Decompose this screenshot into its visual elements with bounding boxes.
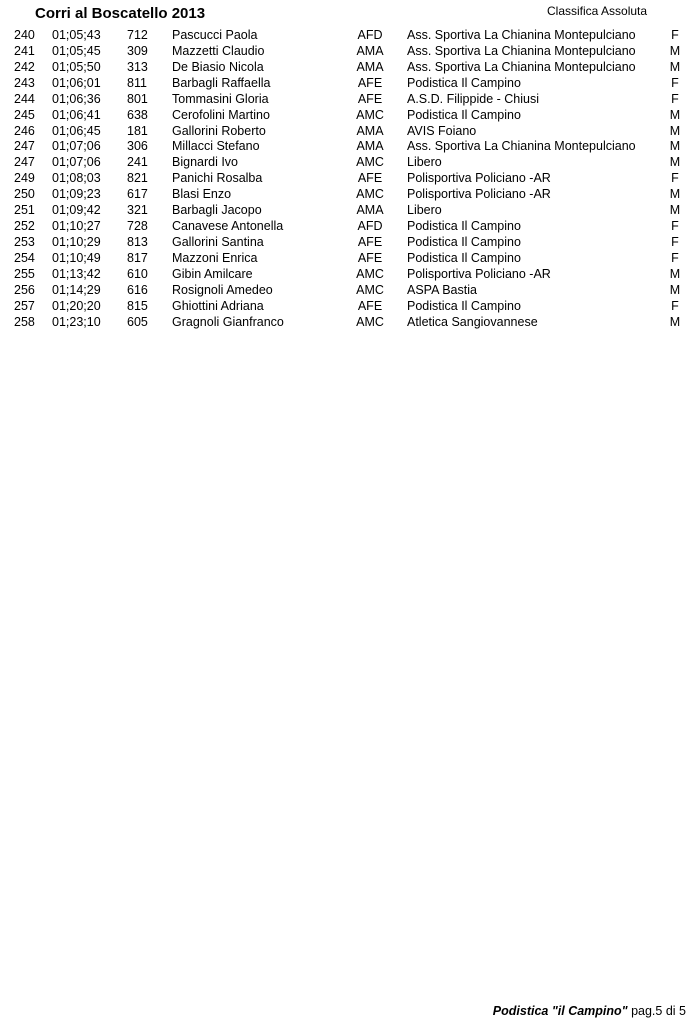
team-cell: Podistica Il Campino <box>407 75 521 90</box>
bib-number-cell: 181 <box>127 123 148 138</box>
time-cell: 01;06;41 <box>52 107 101 122</box>
athlete-name-cell: Gallorini Santina <box>172 234 264 249</box>
table-row <box>0 44 699 60</box>
table-row <box>0 187 699 203</box>
table-row <box>0 155 699 171</box>
category-cell: AMC <box>356 266 384 281</box>
time-cell: 01;06;45 <box>52 123 101 138</box>
category-cell: AFE <box>357 91 383 106</box>
footer-brand: Podistica "il Campino" <box>492 1004 628 1018</box>
team-cell: Podistica Il Campino <box>407 298 521 313</box>
time-cell: 01;05;45 <box>52 43 101 58</box>
gender-cell: F <box>671 298 679 313</box>
category-cell: AMC <box>356 282 384 297</box>
bib-number-cell: 616 <box>127 282 148 297</box>
team-cell: A.S.D. Filippide - Chiusi <box>407 91 539 106</box>
bib-number-cell: 638 <box>127 107 148 122</box>
time-cell: 01;20;20 <box>52 298 101 313</box>
position-cell: 242 <box>14 59 35 74</box>
position-cell: 247 <box>14 155 35 170</box>
team-cell: Polisportiva Policiano -AR <box>407 171 551 186</box>
gender-cell: M <box>669 155 681 170</box>
category-cell: AMA <box>356 139 384 154</box>
bib-number-cell: 605 <box>127 314 148 329</box>
bib-number-cell: 815 <box>127 298 148 313</box>
table-row <box>0 315 699 331</box>
bib-number-cell: 617 <box>127 187 148 202</box>
bib-number-cell: 813 <box>127 234 148 249</box>
team-cell: Podistica Il Campino <box>407 107 521 122</box>
position-cell: 246 <box>14 123 35 138</box>
table-row <box>0 219 699 235</box>
athlete-name-cell: Mazzetti Claudio <box>172 43 265 58</box>
athlete-name-cell: Mazzoni Enrica <box>172 250 258 265</box>
team-cell: AVIS Foiano <box>407 123 477 138</box>
position-cell: 247 <box>14 139 35 154</box>
athlete-name-cell: Tommasini Gloria <box>172 91 269 106</box>
time-cell: 01;05;43 <box>52 28 101 42</box>
team-cell: Podistica Il Campino <box>407 219 521 234</box>
time-cell: 01;10;29 <box>52 234 101 249</box>
bib-number-cell: 313 <box>127 59 148 74</box>
table-row <box>0 203 699 219</box>
bib-number-cell: 241 <box>127 155 148 170</box>
table-row <box>0 235 699 251</box>
time-cell: 01;05;50 <box>52 59 101 74</box>
gender-cell: F <box>671 171 679 186</box>
gender-cell: M <box>669 123 681 138</box>
position-cell: 244 <box>14 91 35 106</box>
category-cell: AMC <box>356 155 384 170</box>
category-cell: AFD <box>357 219 383 234</box>
athlete-name-cell: Pascucci Paola <box>172 28 258 42</box>
team-cell: Ass. Sportiva La Chianina Montepulciano <box>407 28 636 42</box>
category-cell: AFD <box>357 28 383 42</box>
table-row <box>0 76 699 92</box>
results-table <box>0 28 699 331</box>
gender-cell: M <box>669 43 681 58</box>
team-cell: Libero <box>407 155 442 170</box>
time-cell: 01;10;27 <box>52 219 101 234</box>
gender-cell: F <box>671 28 679 42</box>
table-row <box>0 267 699 283</box>
team-cell: Podistica Il Campino <box>407 234 521 249</box>
time-cell: 01;07;06 <box>52 139 101 154</box>
athlete-name-cell: Blasi Enzo <box>172 187 232 202</box>
gender-cell: M <box>669 59 681 74</box>
position-cell: 254 <box>14 250 35 265</box>
team-cell: Ass. Sportiva La Chianina Montepulciano <box>407 43 636 58</box>
team-cell: Polisportiva Policiano -AR <box>407 187 551 202</box>
page-title: Corri al Boscatello 2013 <box>35 5 206 22</box>
gender-cell: M <box>669 139 681 154</box>
athlete-name-cell: Gragnoli Gianfranco <box>172 314 284 329</box>
position-cell: 255 <box>14 266 35 281</box>
category-cell: AMC <box>356 314 384 329</box>
position-cell: 257 <box>14 298 35 313</box>
athlete-name-cell: De Biasio Nicola <box>172 59 264 74</box>
athlete-name-cell: Barbagli Jacopo <box>172 203 262 218</box>
gender-cell: F <box>671 75 679 90</box>
position-cell: 256 <box>14 282 35 297</box>
position-cell: 252 <box>14 219 35 234</box>
time-cell: 01;07;06 <box>52 155 101 170</box>
time-cell: 01;09;42 <box>52 203 101 218</box>
category-cell: AMC <box>356 107 384 122</box>
athlete-name-cell: Bignardi Ivo <box>172 155 239 170</box>
table-row <box>0 28 699 44</box>
position-cell: 241 <box>14 43 35 58</box>
table-row <box>0 60 699 76</box>
team-cell: Polisportiva Policiano -AR <box>407 266 551 281</box>
gender-cell: M <box>669 107 681 122</box>
athlete-name-cell: Panichi Rosalba <box>172 171 263 186</box>
gender-cell: F <box>671 234 679 249</box>
athlete-name-cell: Ghiottini Adriana <box>172 298 264 313</box>
gender-cell: F <box>671 91 679 106</box>
position-cell: 245 <box>14 107 35 122</box>
table-row <box>0 171 699 187</box>
bib-number-cell: 728 <box>127 219 148 234</box>
category-cell: AFE <box>357 250 383 265</box>
position-cell: 251 <box>14 203 35 218</box>
team-cell: ASPA Bastia <box>407 282 477 297</box>
bib-number-cell: 712 <box>127 28 148 42</box>
bib-number-cell: 811 <box>127 75 147 90</box>
gender-cell: F <box>671 250 679 265</box>
time-cell: 01;23;10 <box>52 314 101 329</box>
category-cell: AFE <box>357 75 383 90</box>
bib-number-cell: 321 <box>127 203 148 218</box>
category-cell: AMA <box>356 43 384 58</box>
page-subtitle: Classifica Assoluta <box>547 4 648 18</box>
team-cell: Podistica Il Campino <box>407 250 521 265</box>
category-cell: AFE <box>357 171 383 186</box>
table-row <box>0 108 699 124</box>
page-footer <box>493 1004 686 1018</box>
time-cell: 01;13;42 <box>52 266 101 281</box>
gender-cell: F <box>671 219 679 234</box>
athlete-name-cell: Gallorini Roberto <box>172 123 266 138</box>
position-cell: 240 <box>14 28 35 42</box>
table-row <box>0 251 699 267</box>
position-cell: 253 <box>14 234 35 249</box>
position-cell: 250 <box>14 187 35 202</box>
table-row <box>0 124 699 140</box>
team-cell: Libero <box>407 203 442 218</box>
category-cell: AMA <box>356 123 384 138</box>
athlete-name-cell: Gibin Amilcare <box>172 266 253 281</box>
category-cell: AMC <box>356 187 384 202</box>
athlete-name-cell: Barbagli Raffaella <box>172 75 271 90</box>
category-cell: AMA <box>356 203 384 218</box>
time-cell: 01;09;23 <box>52 187 101 202</box>
table-row <box>0 283 699 299</box>
gender-cell: M <box>669 203 681 218</box>
athlete-name-cell: Millacci Stefano <box>172 139 260 154</box>
team-cell: Atletica Sangiovannese <box>407 314 538 329</box>
team-cell: Ass. Sportiva La Chianina Montepulciano <box>407 139 636 154</box>
time-cell: 01;14;29 <box>52 282 101 297</box>
time-cell: 01;06;36 <box>52 91 101 106</box>
position-cell: 243 <box>14 75 35 90</box>
category-cell: AFE <box>357 234 383 249</box>
table-row <box>0 92 699 108</box>
bib-number-cell: 817 <box>127 250 148 265</box>
time-cell: 01;08;03 <box>52 171 101 186</box>
category-cell: AFE <box>357 298 383 313</box>
gender-cell: M <box>669 314 681 329</box>
athlete-name-cell: Rosignoli Amedeo <box>172 282 273 297</box>
athlete-name-cell: Canavese Antonella <box>172 219 284 234</box>
bib-number-cell: 309 <box>127 43 148 58</box>
table-row <box>0 139 699 155</box>
time-cell: 01;10;49 <box>52 250 101 265</box>
footer-page-number: pag.5 di 5 <box>631 1004 686 1018</box>
gender-cell: M <box>669 187 681 202</box>
athlete-name-cell: Cerofolini Martino <box>172 107 270 122</box>
time-cell: 01;06;01 <box>52 75 101 90</box>
bib-number-cell: 306 <box>127 139 148 154</box>
bib-number-cell: 821 <box>127 171 148 186</box>
gender-cell: M <box>669 282 681 297</box>
gender-cell: M <box>669 266 681 281</box>
position-cell: 249 <box>14 171 35 186</box>
table-row <box>0 299 699 315</box>
category-cell: AMA <box>356 59 384 74</box>
bib-number-cell: 801 <box>127 91 148 106</box>
bib-number-cell: 610 <box>127 266 148 281</box>
team-cell: Ass. Sportiva La Chianina Montepulciano <box>407 59 636 74</box>
position-cell: 258 <box>14 314 35 329</box>
